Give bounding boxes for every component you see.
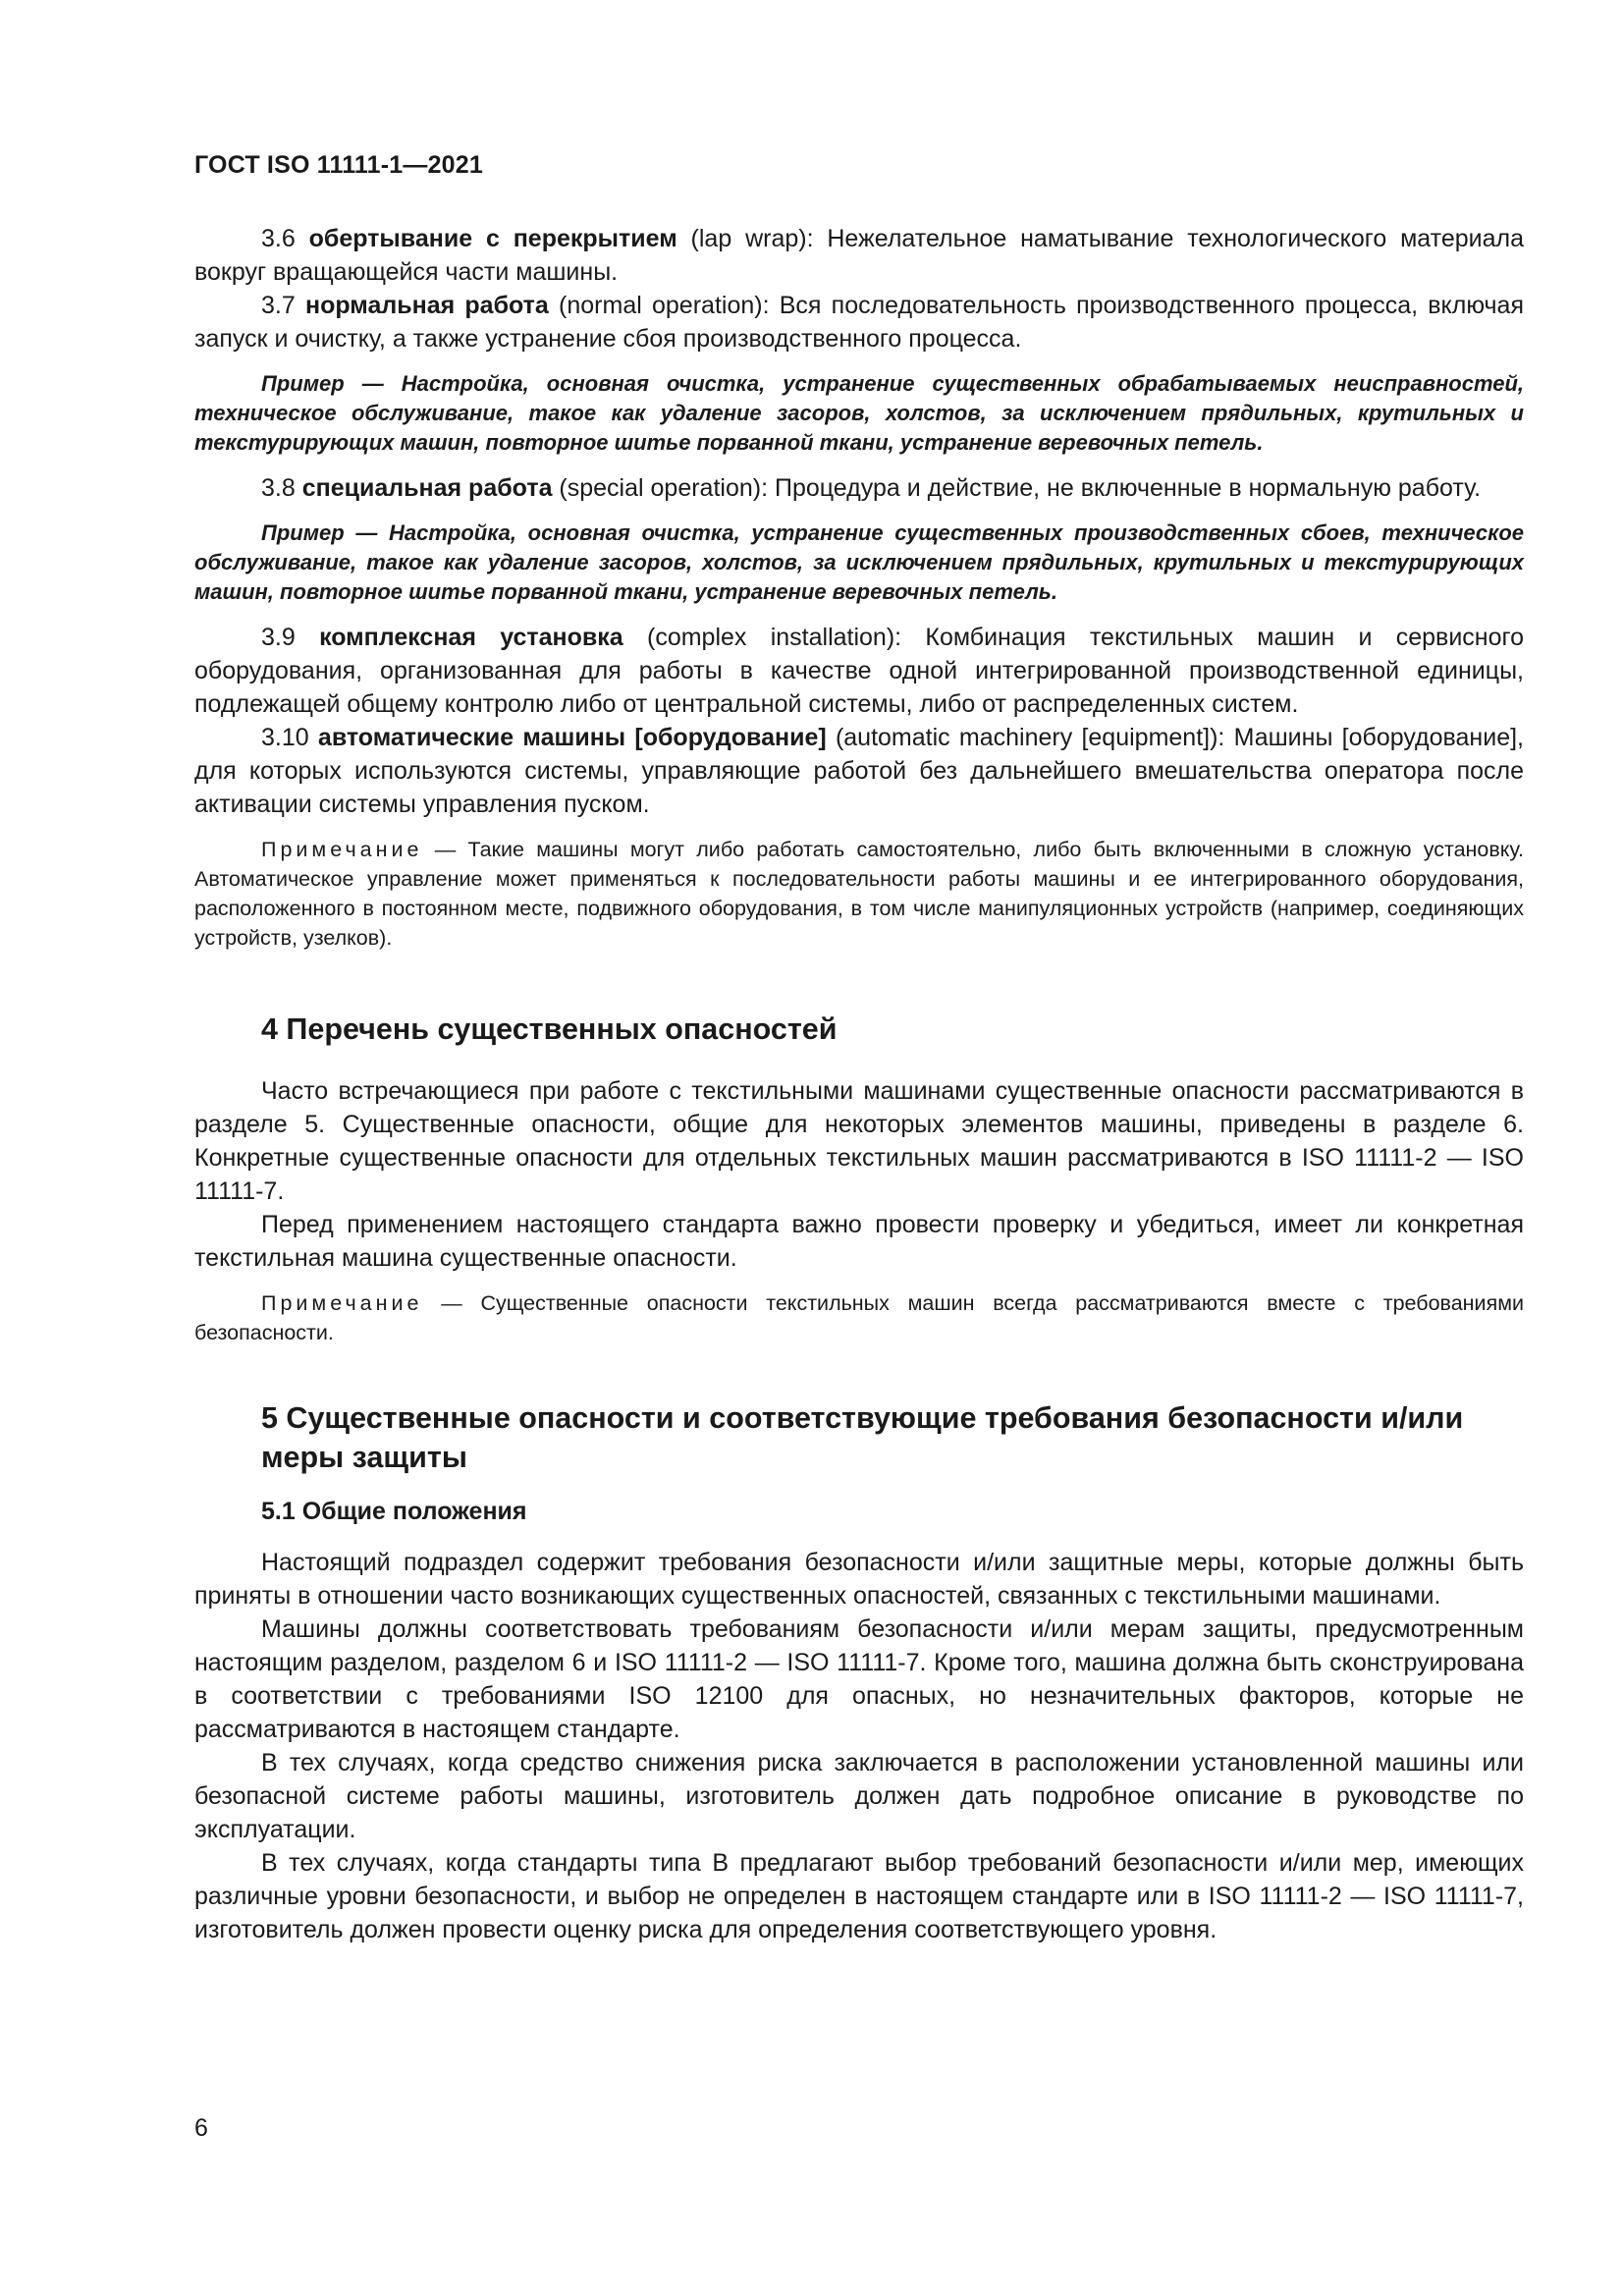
definition-text: (complex installation): Комбинация текстильных машин и сервисного оборудования, организованная для работы в качестве одной интегрированной производственной единицы, подлежащей общему контролю либо от центральной системы, либо от распределенных систем. bbox=[194, 624, 1524, 718]
definition-3-8 bbox=[194, 471, 1524, 505]
note-label: Примечание bbox=[261, 838, 423, 861]
definition-term: автоматические машины [оборудование] bbox=[317, 724, 827, 751]
note-1 bbox=[194, 835, 1524, 953]
section-5-paragraph-3: В тех случаях, когда средство снижения риска заключается в расположении установленной машины или безопасной системе работы машины, изготовитель должен дать подробное описание в руководстве по эксплуатации. bbox=[194, 1749, 1524, 1843]
example-1: Пример — Настройка, основная очистка, устранение существенных обрабатываемых неисправностей, техническое обслуживание, такое как удаление засоров, холстов, за исключением прядильных, крутильных и текстурирующих машин, повторное шитье порванной ткани, устранение веревочных петель. bbox=[194, 371, 1524, 455]
section-4-paragraph-1: Часто встречающиеся при работе с текстильными машинами существенные опасности рассматриваются в разделе 5. Существенные опасности, общие для некоторых элементов машины, приведены в разделе 6. Конкретные существенные опасности для отдельных текстильных машин рассматриваются в ISO 11111-2 — ISO 11111-7. bbox=[194, 1077, 1524, 1205]
definition-term: комплексная установка bbox=[319, 624, 623, 651]
page-number: 6 bbox=[194, 2114, 208, 2142]
note-text: — Существенные опасности текстильных машин всегда рассматриваются вместе с требованиями безопасности. bbox=[194, 1291, 1524, 1344]
example-2: Пример — Настройка, основная очистка, устранение существенных производственных сбоев, техническое обслуживание, такое как удаление засоров, холстов, за исключением прядильных, крутильных и текстурирующих машин, повторное шитье порванной ткани, устранение веревочных петель. bbox=[194, 520, 1524, 604]
document-header: ГОСТ ISO 11111-1—2021 bbox=[194, 151, 483, 179]
definition-text: (lap wrap): Нежелательное наматывание технологического материала вокруг вращающейся части машины. bbox=[194, 225, 1524, 286]
section-5-1-heading: 5.1 Общие положения bbox=[261, 1498, 527, 1525]
section-5-heading: 5 Существенные опасности и соответствующие требования безопасности и/или меры защиты bbox=[261, 1401, 1464, 1474]
definition-number: 3.10 bbox=[261, 724, 309, 751]
definition-number: 3.7 bbox=[261, 292, 296, 319]
definition-term: обертывание с перекрытием bbox=[308, 225, 677, 252]
definition-term: нормальная работа bbox=[304, 292, 549, 319]
definition-text: (automatic machinery [equipment]): Машины [оборудование], для которых используются системы, управляющие работой без дальнейшего вмешательства оператора после активации системы управления пуском. bbox=[194, 724, 1524, 818]
definition-number: 3.6 bbox=[261, 225, 296, 252]
definition-term: специальная работа bbox=[301, 474, 553, 502]
definition-3-6 bbox=[194, 222, 1524, 289]
definition-3-9 bbox=[194, 621, 1524, 721]
page-content bbox=[194, 222, 1524, 1946]
definition-text: (normal operation): Вся последовательность производственного процесса, включая запуск и очистку, а также устранение сбоя производственного процесса. bbox=[194, 292, 1525, 353]
note-text: — Такие машины могут либо работать самостоятельно, либо быть включенными в сложную установку. Автоматическое управление может применяться к последовательности работы машины и ее интегрированного оборудования, расположенного в постоянном месте, подвижного оборудования, в том числе манипуляционных устройств (например, соединяющих устройств, узелков). bbox=[194, 838, 1524, 950]
section-4-heading: 4 Перечень существенных опасностей bbox=[261, 1012, 838, 1046]
section-5-paragraph-2: Машины должны соответствовать требованиям безопасности и/или мерам защиты, предусмотренным настоящим разделом, разделом 6 и ISO 11111-2 — ISO 11111-7. Кроме того, машина должна быть сконструирована в соответствии с требованиями ISO 12100 для опасных, но незначительных факторов, которые не рассматриваются в настоящем стандарте. bbox=[194, 1615, 1524, 1743]
note-label: Примечание bbox=[261, 1291, 423, 1315]
section-5-paragraph-1: Настоящий подраздел содержит требования безопасности и/или защитные меры, которые должны быть приняты в отношении часто возникающих существенных опасностей, связанных с текстильными машинами. bbox=[194, 1549, 1524, 1610]
definition-number: 3.8 bbox=[261, 474, 296, 502]
section-4-paragraph-2: Перед применением настоящего стандарта важно провести проверку и убедиться, имеет ли конкретная текстильная машина существенные опасности. bbox=[194, 1211, 1524, 1272]
definition-text: (special operation): Процедура и действие, не включенные в нормальную работу. bbox=[552, 474, 1482, 502]
definition-3-10 bbox=[194, 721, 1524, 821]
definition-3-7 bbox=[194, 289, 1524, 355]
definition-number: 3.9 bbox=[261, 624, 296, 651]
section-5-paragraph-4: В тех случаях, когда стандарты типа В предлагают выбор требований безопасности и/или мер, имеющих различные уровни безопасности, и выбор не определен в настоящем стандарте или в ISO 11111-2 — ISO 11111-7, изготовитель должен провести оценку риска для определения соответствующего уровня. bbox=[194, 1849, 1524, 1943]
note-2 bbox=[194, 1288, 1524, 1347]
